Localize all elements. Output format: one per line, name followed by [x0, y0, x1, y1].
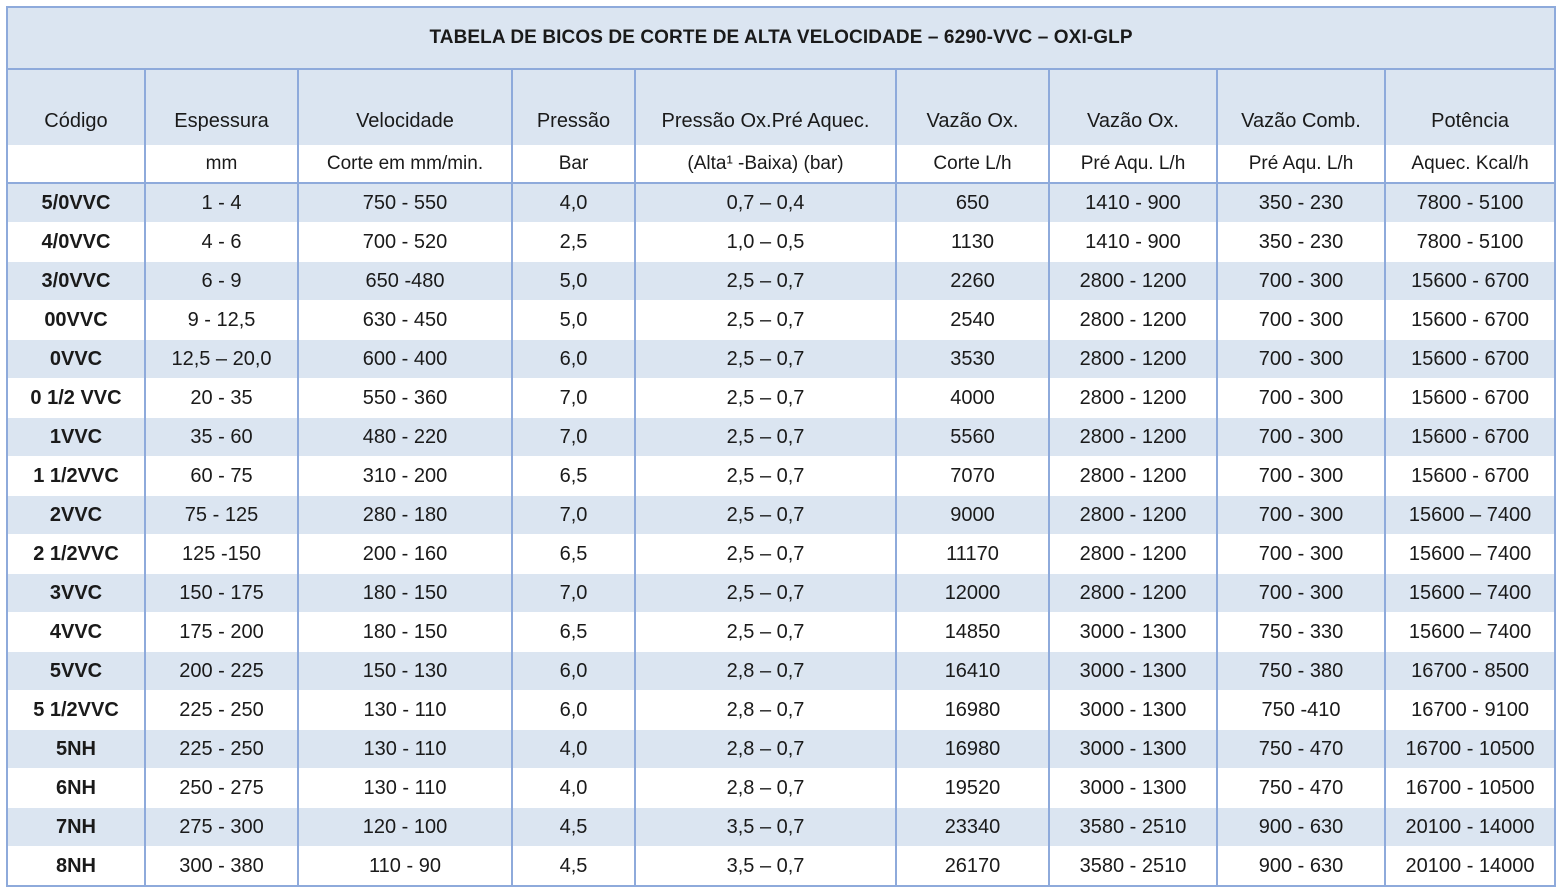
cell-potencia: 15600 – 7400 — [1385, 535, 1555, 574]
cell-potencia: 15600 - 6700 — [1385, 418, 1555, 457]
cell-pressao-ox-pre-aquec: 0,7 – 0,4 — [635, 183, 896, 223]
table-body — [7, 183, 1555, 886]
cell-vazao-ox-corte: 14850 — [896, 613, 1049, 652]
cell-velocidade: 130 - 110 — [298, 730, 512, 769]
cell-vazao-ox-pre-aqu: 2800 - 1200 — [1049, 457, 1217, 496]
cell-vazao-ox-pre-aqu: 2800 - 1200 — [1049, 379, 1217, 418]
cell-pressao: 2,5 — [512, 223, 635, 262]
column-unit-pressao-ox-pre-aquec: (Alta¹ -Baixa) (bar) — [635, 145, 896, 183]
cell-pressao: 6,0 — [512, 652, 635, 691]
cell-codigo: 8NH — [7, 847, 145, 887]
cell-pressao: 4,0 — [512, 730, 635, 769]
table-row — [7, 340, 1555, 379]
cell-velocidade: 650 -480 — [298, 262, 512, 301]
cell-vazao-ox-corte: 3530 — [896, 340, 1049, 379]
cell-vazao-ox-pre-aqu: 2800 - 1200 — [1049, 574, 1217, 613]
table-row — [7, 730, 1555, 769]
cell-vazao-ox-corte: 11170 — [896, 535, 1049, 574]
table-row — [7, 418, 1555, 457]
cell-pressao: 4,5 — [512, 808, 635, 847]
cell-espessura: 6 - 9 — [145, 262, 298, 301]
cell-velocidade: 130 - 110 — [298, 769, 512, 808]
cell-pressao: 7,0 — [512, 418, 635, 457]
cell-espessura: 9 - 12,5 — [145, 301, 298, 340]
cell-vazao-comb: 750 - 470 — [1217, 730, 1385, 769]
cell-vazao-ox-corte: 9000 — [896, 496, 1049, 535]
cell-velocidade: 200 - 160 — [298, 535, 512, 574]
cell-pressao: 6,0 — [512, 340, 635, 379]
cell-vazao-comb: 700 - 300 — [1217, 535, 1385, 574]
cell-espessura: 225 - 250 — [145, 730, 298, 769]
cell-codigo: 7NH — [7, 808, 145, 847]
cell-vazao-ox-corte: 1130 — [896, 223, 1049, 262]
cell-espessura: 125 -150 — [145, 535, 298, 574]
cell-potencia: 16700 - 10500 — [1385, 769, 1555, 808]
header-row-main — [7, 69, 1555, 145]
cell-vazao-ox-corte: 16980 — [896, 691, 1049, 730]
column-header-vazao-comb: Vazão Comb. — [1217, 69, 1385, 145]
cell-velocidade: 750 - 550 — [298, 183, 512, 223]
table-row — [7, 496, 1555, 535]
cell-vazao-ox-pre-aqu: 3000 - 1300 — [1049, 769, 1217, 808]
cell-pressao: 7,0 — [512, 574, 635, 613]
table-row — [7, 535, 1555, 574]
cell-potencia: 15600 - 6700 — [1385, 457, 1555, 496]
cell-velocidade: 180 - 150 — [298, 613, 512, 652]
cell-vazao-comb: 700 - 300 — [1217, 496, 1385, 535]
cell-potencia: 20100 - 14000 — [1385, 808, 1555, 847]
cell-pressao: 5,0 — [512, 262, 635, 301]
cell-codigo: 4VVC — [7, 613, 145, 652]
cell-pressao: 5,0 — [512, 301, 635, 340]
table-row — [7, 613, 1555, 652]
column-header-velocidade: Velocidade — [298, 69, 512, 145]
cell-codigo: 1 1/2VVC — [7, 457, 145, 496]
column-header-pressao-ox-pre-aquec: Pressão Ox.Pré Aquec. — [635, 69, 896, 145]
cell-potencia: 16700 - 10500 — [1385, 730, 1555, 769]
cell-vazao-comb: 900 - 630 — [1217, 847, 1385, 887]
cell-codigo: 2 1/2VVC — [7, 535, 145, 574]
table-row — [7, 262, 1555, 301]
cell-pressao: 7,0 — [512, 379, 635, 418]
cell-vazao-ox-pre-aqu: 1410 - 900 — [1049, 223, 1217, 262]
cell-pressao-ox-pre-aquec: 2,5 – 0,7 — [635, 535, 896, 574]
cell-vazao-ox-pre-aqu: 3000 - 1300 — [1049, 730, 1217, 769]
column-unit-vazao-ox-corte: Corte L/h — [896, 145, 1049, 183]
cell-potencia: 15600 – 7400 — [1385, 574, 1555, 613]
cell-codigo: 5VVC — [7, 652, 145, 691]
cell-espessura: 12,5 – 20,0 — [145, 340, 298, 379]
cell-vazao-ox-corte: 23340 — [896, 808, 1049, 847]
cell-codigo: 3/0VVC — [7, 262, 145, 301]
cell-espessura: 1 - 4 — [145, 183, 298, 223]
cell-vazao-comb: 350 - 230 — [1217, 223, 1385, 262]
table-row — [7, 223, 1555, 262]
column-unit-potencia: Aquec. Kcal/h — [1385, 145, 1555, 183]
column-header-pressao: Pressão — [512, 69, 635, 145]
cell-pressao-ox-pre-aquec: 2,5 – 0,7 — [635, 418, 896, 457]
cell-vazao-comb: 350 - 230 — [1217, 183, 1385, 223]
cell-vazao-ox-pre-aqu: 3580 - 2510 — [1049, 847, 1217, 887]
cell-pressao-ox-pre-aquec: 2,5 – 0,7 — [635, 379, 896, 418]
cell-velocidade: 110 - 90 — [298, 847, 512, 887]
cell-vazao-ox-pre-aqu: 2800 - 1200 — [1049, 418, 1217, 457]
cell-vazao-ox-pre-aqu: 3000 - 1300 — [1049, 652, 1217, 691]
cell-velocidade: 120 - 100 — [298, 808, 512, 847]
cell-espessura: 175 - 200 — [145, 613, 298, 652]
table-row — [7, 574, 1555, 613]
cell-vazao-ox-pre-aqu: 2800 - 1200 — [1049, 496, 1217, 535]
table-title: TABELA DE BICOS DE CORTE DE ALTA VELOCIDADE – 6290-VVC – OXI-GLP — [7, 7, 1555, 69]
cell-pressao: 4,5 — [512, 847, 635, 887]
cell-potencia: 15600 - 6700 — [1385, 340, 1555, 379]
cell-codigo: 6NH — [7, 769, 145, 808]
header-row-units — [7, 145, 1555, 183]
column-unit-vazao-ox-pre-aqu: Pré Aqu. L/h — [1049, 145, 1217, 183]
table-row — [7, 301, 1555, 340]
cell-vazao-ox-corte: 19520 — [896, 769, 1049, 808]
cell-velocidade: 600 - 400 — [298, 340, 512, 379]
cell-vazao-comb: 750 - 470 — [1217, 769, 1385, 808]
cell-vazao-ox-pre-aqu: 2800 - 1200 — [1049, 340, 1217, 379]
cell-vazao-comb: 700 - 300 — [1217, 418, 1385, 457]
cell-codigo: 2VVC — [7, 496, 145, 535]
column-header-vazao-ox-corte: Vazão Ox. — [896, 69, 1049, 145]
cell-vazao-comb: 700 - 300 — [1217, 301, 1385, 340]
column-unit-espessura: mm — [145, 145, 298, 183]
cell-velocidade: 630 - 450 — [298, 301, 512, 340]
cell-vazao-ox-corte: 5560 — [896, 418, 1049, 457]
cell-pressao-ox-pre-aquec: 1,0 – 0,5 — [635, 223, 896, 262]
cell-pressao-ox-pre-aquec: 2,5 – 0,7 — [635, 496, 896, 535]
cell-pressao: 6,5 — [512, 535, 635, 574]
cell-pressao-ox-pre-aquec: 2,5 – 0,7 — [635, 301, 896, 340]
cell-espessura: 20 - 35 — [145, 379, 298, 418]
cell-pressao-ox-pre-aquec: 2,8 – 0,7 — [635, 691, 896, 730]
table-row — [7, 652, 1555, 691]
table-wrapper — [6, 6, 1554, 887]
cell-pressao-ox-pre-aquec: 2,5 – 0,7 — [635, 262, 896, 301]
cell-espessura: 300 - 380 — [145, 847, 298, 887]
cell-pressao: 7,0 — [512, 496, 635, 535]
cell-pressao-ox-pre-aquec: 2,5 – 0,7 — [635, 613, 896, 652]
cell-vazao-ox-corte: 16410 — [896, 652, 1049, 691]
column-unit-vazao-comb: Pré Aqu. L/h — [1217, 145, 1385, 183]
cell-pressao-ox-pre-aquec: 2,8 – 0,7 — [635, 652, 896, 691]
cell-espessura: 200 - 225 — [145, 652, 298, 691]
column-header-espessura: Espessura — [145, 69, 298, 145]
table-row — [7, 457, 1555, 496]
cell-potencia: 15600 – 7400 — [1385, 613, 1555, 652]
cell-vazao-ox-pre-aqu: 3000 - 1300 — [1049, 613, 1217, 652]
cell-codigo: 5NH — [7, 730, 145, 769]
cell-vazao-comb: 750 -410 — [1217, 691, 1385, 730]
table-row — [7, 379, 1555, 418]
table-row — [7, 847, 1555, 887]
cell-vazao-ox-corte: 2540 — [896, 301, 1049, 340]
table-row — [7, 183, 1555, 223]
cell-codigo: 4/0VVC — [7, 223, 145, 262]
cell-codigo: 0VVC — [7, 340, 145, 379]
cell-potencia: 16700 - 9100 — [1385, 691, 1555, 730]
cell-vazao-ox-pre-aqu: 2800 - 1200 — [1049, 262, 1217, 301]
cell-vazao-ox-pre-aqu: 2800 - 1200 — [1049, 535, 1217, 574]
cell-vazao-ox-corte: 4000 — [896, 379, 1049, 418]
cell-pressao: 4,0 — [512, 183, 635, 223]
cell-velocidade: 700 - 520 — [298, 223, 512, 262]
cell-vazao-ox-corte: 650 — [896, 183, 1049, 223]
cell-vazao-comb: 700 - 300 — [1217, 340, 1385, 379]
cell-espessura: 35 - 60 — [145, 418, 298, 457]
cell-espessura: 225 - 250 — [145, 691, 298, 730]
cell-codigo: 5/0VVC — [7, 183, 145, 223]
cell-potencia: 7800 - 5100 — [1385, 183, 1555, 223]
cell-velocidade: 310 - 200 — [298, 457, 512, 496]
cell-potencia: 15600 - 6700 — [1385, 262, 1555, 301]
cell-velocidade: 280 - 180 — [298, 496, 512, 535]
cell-vazao-ox-corte: 12000 — [896, 574, 1049, 613]
cell-potencia: 20100 - 14000 — [1385, 847, 1555, 887]
cell-pressao: 6,0 — [512, 691, 635, 730]
cell-pressao-ox-pre-aquec: 2,8 – 0,7 — [635, 769, 896, 808]
table-row — [7, 808, 1555, 847]
cell-vazao-ox-pre-aqu: 3580 - 2510 — [1049, 808, 1217, 847]
cell-vazao-comb: 750 - 330 — [1217, 613, 1385, 652]
cell-espessura: 275 - 300 — [145, 808, 298, 847]
cell-vazao-comb: 700 - 300 — [1217, 262, 1385, 301]
cell-vazao-ox-pre-aqu: 1410 - 900 — [1049, 183, 1217, 223]
cell-pressao-ox-pre-aquec: 3,5 – 0,7 — [635, 808, 896, 847]
cell-espessura: 75 - 125 — [145, 496, 298, 535]
column-unit-velocidade: Corte em mm/min. — [298, 145, 512, 183]
column-header-vazao-ox-pre-aqu: Vazão Ox. — [1049, 69, 1217, 145]
cell-potencia: 16700 - 8500 — [1385, 652, 1555, 691]
cell-pressao: 6,5 — [512, 613, 635, 652]
cell-potencia: 7800 - 5100 — [1385, 223, 1555, 262]
nozzle-table — [6, 6, 1556, 887]
cell-vazao-ox-pre-aqu: 2800 - 1200 — [1049, 301, 1217, 340]
cell-pressao: 4,0 — [512, 769, 635, 808]
column-unit-codigo — [7, 145, 145, 183]
cell-pressao-ox-pre-aquec: 2,5 – 0,7 — [635, 457, 896, 496]
cell-vazao-comb: 750 - 380 — [1217, 652, 1385, 691]
cell-codigo: 5 1/2VVC — [7, 691, 145, 730]
cell-potencia: 15600 – 7400 — [1385, 496, 1555, 535]
cell-pressao-ox-pre-aquec: 3,5 – 0,7 — [635, 847, 896, 887]
cell-vazao-ox-corte: 2260 — [896, 262, 1049, 301]
cell-vazao-comb: 900 - 630 — [1217, 808, 1385, 847]
cell-vazao-comb: 700 - 300 — [1217, 457, 1385, 496]
cell-espessura: 250 - 275 — [145, 769, 298, 808]
column-header-codigo: Código — [7, 69, 145, 145]
cell-espessura: 150 - 175 — [145, 574, 298, 613]
cell-velocidade: 550 - 360 — [298, 379, 512, 418]
table-row — [7, 769, 1555, 808]
cell-pressao-ox-pre-aquec: 2,8 – 0,7 — [635, 730, 896, 769]
cell-velocidade: 180 - 150 — [298, 574, 512, 613]
column-unit-pressao: Bar — [512, 145, 635, 183]
cell-vazao-ox-corte: 26170 — [896, 847, 1049, 887]
cell-vazao-ox-pre-aqu: 3000 - 1300 — [1049, 691, 1217, 730]
title-row — [7, 7, 1555, 69]
cell-pressao: 6,5 — [512, 457, 635, 496]
column-header-potencia: Potência — [1385, 69, 1555, 145]
cell-codigo: 1VVC — [7, 418, 145, 457]
cell-pressao-ox-pre-aquec: 2,5 – 0,7 — [635, 574, 896, 613]
cell-velocidade: 480 - 220 — [298, 418, 512, 457]
cell-espessura: 60 - 75 — [145, 457, 298, 496]
cell-potencia: 15600 - 6700 — [1385, 301, 1555, 340]
cell-velocidade: 130 - 110 — [298, 691, 512, 730]
cell-potencia: 15600 - 6700 — [1385, 379, 1555, 418]
cell-codigo: 0 1/2 VVC — [7, 379, 145, 418]
cell-vazao-comb: 700 - 300 — [1217, 574, 1385, 613]
cell-codigo: 3VVC — [7, 574, 145, 613]
cell-vazao-ox-corte: 7070 — [896, 457, 1049, 496]
cell-vazao-ox-corte: 16980 — [896, 730, 1049, 769]
cell-velocidade: 150 - 130 — [298, 652, 512, 691]
table-row — [7, 691, 1555, 730]
cell-vazao-comb: 700 - 300 — [1217, 379, 1385, 418]
cell-pressao-ox-pre-aquec: 2,5 – 0,7 — [635, 340, 896, 379]
cell-codigo: 00VVC — [7, 301, 145, 340]
cell-espessura: 4 - 6 — [145, 223, 298, 262]
